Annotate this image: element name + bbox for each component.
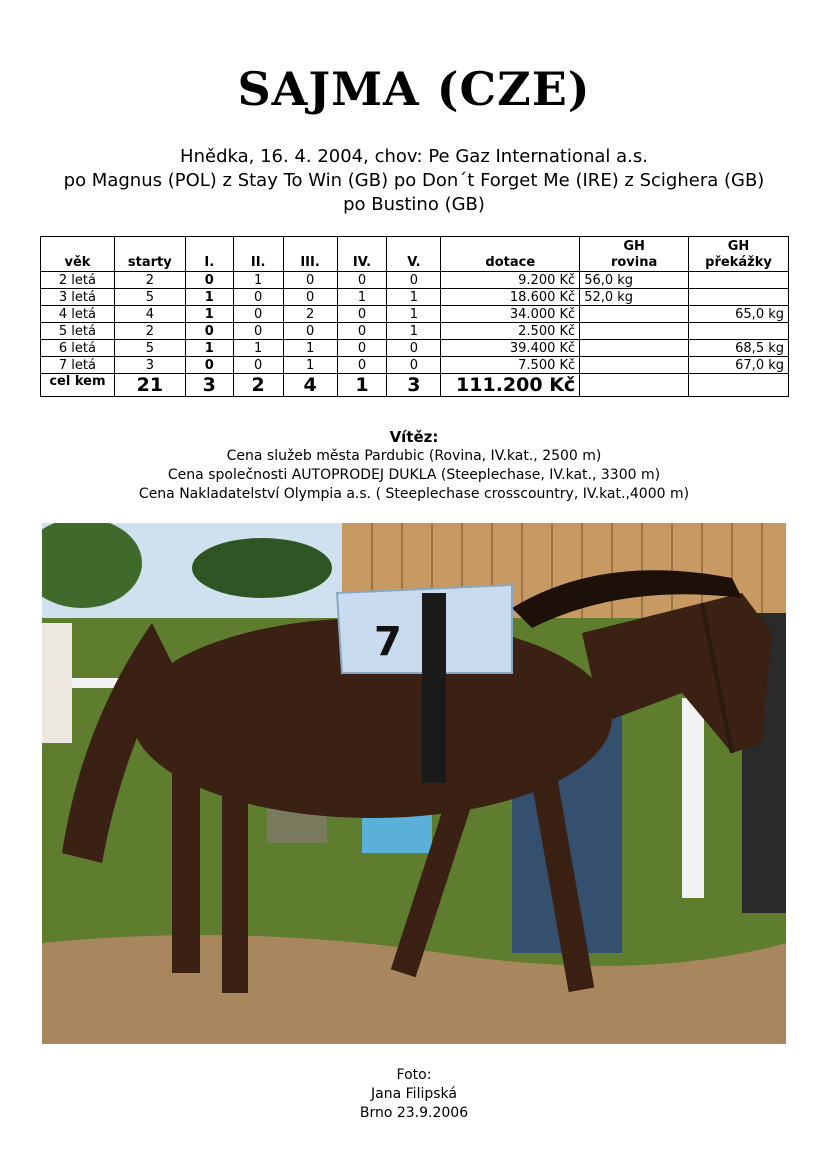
header-place-2: II.: [233, 237, 283, 272]
cell-place-2: 1: [233, 340, 283, 357]
cell-dotace: 9.200 Kč: [441, 272, 580, 289]
cell-gh-rovina: 56,0 kg: [580, 272, 689, 289]
cell-place-3: 1: [283, 340, 337, 357]
cell-gh-rovina: [580, 340, 689, 357]
winner-race-1: Cena služeb města Pardubic (Rovina, IV.kat., 2500 m): [226, 448, 602, 464]
cell-place-3: 0: [283, 289, 337, 306]
cell-starty: 3: [114, 357, 185, 374]
cell-place-5: 1: [387, 323, 441, 340]
cell-gh-prekazky: 67,0 kg: [689, 357, 789, 374]
cell-place-4: 0: [337, 272, 387, 289]
header-gh-rovina: GH rovina: [580, 237, 689, 272]
cell-place-1: 1: [185, 306, 233, 323]
cell-starty: 2: [114, 272, 185, 289]
cell-starty: 5: [114, 340, 185, 357]
cell-place-4: 0: [337, 340, 387, 357]
cell-vek: 4 letá: [41, 306, 115, 323]
table-row: [41, 289, 789, 306]
cell-dotace: 18.600 Kč: [441, 289, 580, 306]
cell-place-3: 1: [283, 357, 337, 374]
saddlecloth-number: 7: [374, 619, 402, 665]
cell-gh-prekazky: 65,0 kg: [689, 306, 789, 323]
header-vek: věk: [41, 237, 115, 272]
total-place-4: 1: [337, 374, 387, 397]
cell-dotace: 2.500 Kč: [441, 323, 580, 340]
table-header-row: [41, 237, 789, 272]
cell-starty: 2: [114, 323, 185, 340]
career-stats-table: [40, 236, 789, 397]
cell-dotace: 7.500 Kč: [441, 357, 580, 374]
header-place-4: IV.: [337, 237, 387, 272]
credit-photographer: Jana Filipská: [371, 1086, 457, 1102]
cell-gh-prekazky: [689, 272, 789, 289]
credit-place-date: Brno 23.9.2006: [359, 1105, 469, 1121]
tree-back: [192, 538, 332, 598]
table-row: [41, 323, 789, 340]
table-row: [41, 306, 789, 323]
cell-gh-prekazky: [689, 323, 789, 340]
cell-gh-rovina: 52,0 kg: [580, 289, 689, 306]
cell-place-5: 1: [387, 289, 441, 306]
cell-gh-prekazky: 68,5 kg: [689, 340, 789, 357]
cell-vek: 7 letá: [41, 357, 115, 374]
white-post: [682, 698, 704, 898]
total-gh-prekazky: [689, 374, 789, 397]
horse-info-line-3: po Bustino (GB): [343, 194, 485, 215]
photo-credit: [0, 1066, 828, 1123]
header-gh-prekazky: GH překážky: [689, 237, 789, 272]
horse-photo: [42, 523, 786, 1044]
horse-info-line-2: po Magnus (POL) z Stay To Win (GB) po Don´t Forget Me (IRE) z Scighera (GB): [63, 170, 765, 191]
cell-place-2: 1: [233, 272, 283, 289]
horse-name-title: SAJMA (CZE): [237, 62, 591, 116]
cell-gh-rovina: [580, 323, 689, 340]
cell-place-1: 0: [185, 272, 233, 289]
cell-place-5: 0: [387, 272, 441, 289]
cell-starty: 5: [114, 289, 185, 306]
header-place-3: III.: [283, 237, 337, 272]
cell-place-2: 0: [233, 357, 283, 374]
table-row: [41, 340, 789, 357]
total-place-1: 3: [185, 374, 233, 397]
winner-race-3: Cena Nakladatelství Olympia a.s. ( Steeplechase crosscountry, IV.kat.,4000 m): [138, 486, 690, 502]
winner-heading: Vítěz:: [389, 428, 439, 446]
cell-starty: 4: [114, 306, 185, 323]
cell-place-1: 0: [185, 357, 233, 374]
total-dotace: 111.200 Kč: [441, 374, 580, 397]
total-gh-rovina: [580, 374, 689, 397]
cell-gh-rovina: [580, 306, 689, 323]
winner-race-2: Cena společnosti AUTOPRODEJ DUKLA (Steeplechase, IV.kat., 3300 m): [167, 467, 661, 483]
cell-place-5: 0: [387, 357, 441, 374]
cell-place-4: 0: [337, 323, 387, 340]
cell-dotace: 34.000 Kč: [441, 306, 580, 323]
cell-dotace: 39.400 Kč: [441, 340, 580, 357]
cell-place-1: 0: [185, 323, 233, 340]
cell-place-3: 0: [283, 323, 337, 340]
total-place-5: 3: [387, 374, 441, 397]
header-dotace: dotace: [441, 237, 580, 272]
cell-place-5: 0: [387, 340, 441, 357]
total-label: cel kem: [41, 374, 115, 397]
cell-vek: 5 letá: [41, 323, 115, 340]
cell-place-1: 1: [185, 340, 233, 357]
cell-gh-prekazky: [689, 289, 789, 306]
cell-place-3: 2: [283, 306, 337, 323]
cell-place-3: 0: [283, 272, 337, 289]
winner-section: [0, 428, 828, 504]
saddle-girth: [422, 593, 446, 783]
cell-vek: 6 letá: [41, 340, 115, 357]
credit-label: Foto:: [396, 1067, 432, 1083]
table-row: [41, 357, 789, 374]
cell-place-1: 1: [185, 289, 233, 306]
cell-place-2: 0: [233, 306, 283, 323]
cell-place-4: 0: [337, 357, 387, 374]
cell-place-4: 0: [337, 306, 387, 323]
header-place-1: I.: [185, 237, 233, 272]
cell-vek: 3 letá: [41, 289, 115, 306]
table-total-row: [41, 374, 789, 397]
total-place-3: 4: [283, 374, 337, 397]
horse-photo-illustration: [42, 523, 786, 1044]
cell-gh-rovina: [580, 357, 689, 374]
horse-info-line-1: Hnědka, 16. 4. 2004, chov: Pe Gaz International a.s.: [180, 146, 648, 167]
table-row: [41, 272, 789, 289]
cell-vek: 2 letá: [41, 272, 115, 289]
spectator-left: [42, 623, 72, 743]
total-place-2: 2: [233, 374, 283, 397]
cell-place-4: 1: [337, 289, 387, 306]
total-starty: 21: [114, 374, 185, 397]
cell-place-2: 0: [233, 289, 283, 306]
header-starty: starty: [114, 237, 185, 272]
cell-place-5: 1: [387, 306, 441, 323]
cell-place-2: 0: [233, 323, 283, 340]
header-place-5: V.: [387, 237, 441, 272]
